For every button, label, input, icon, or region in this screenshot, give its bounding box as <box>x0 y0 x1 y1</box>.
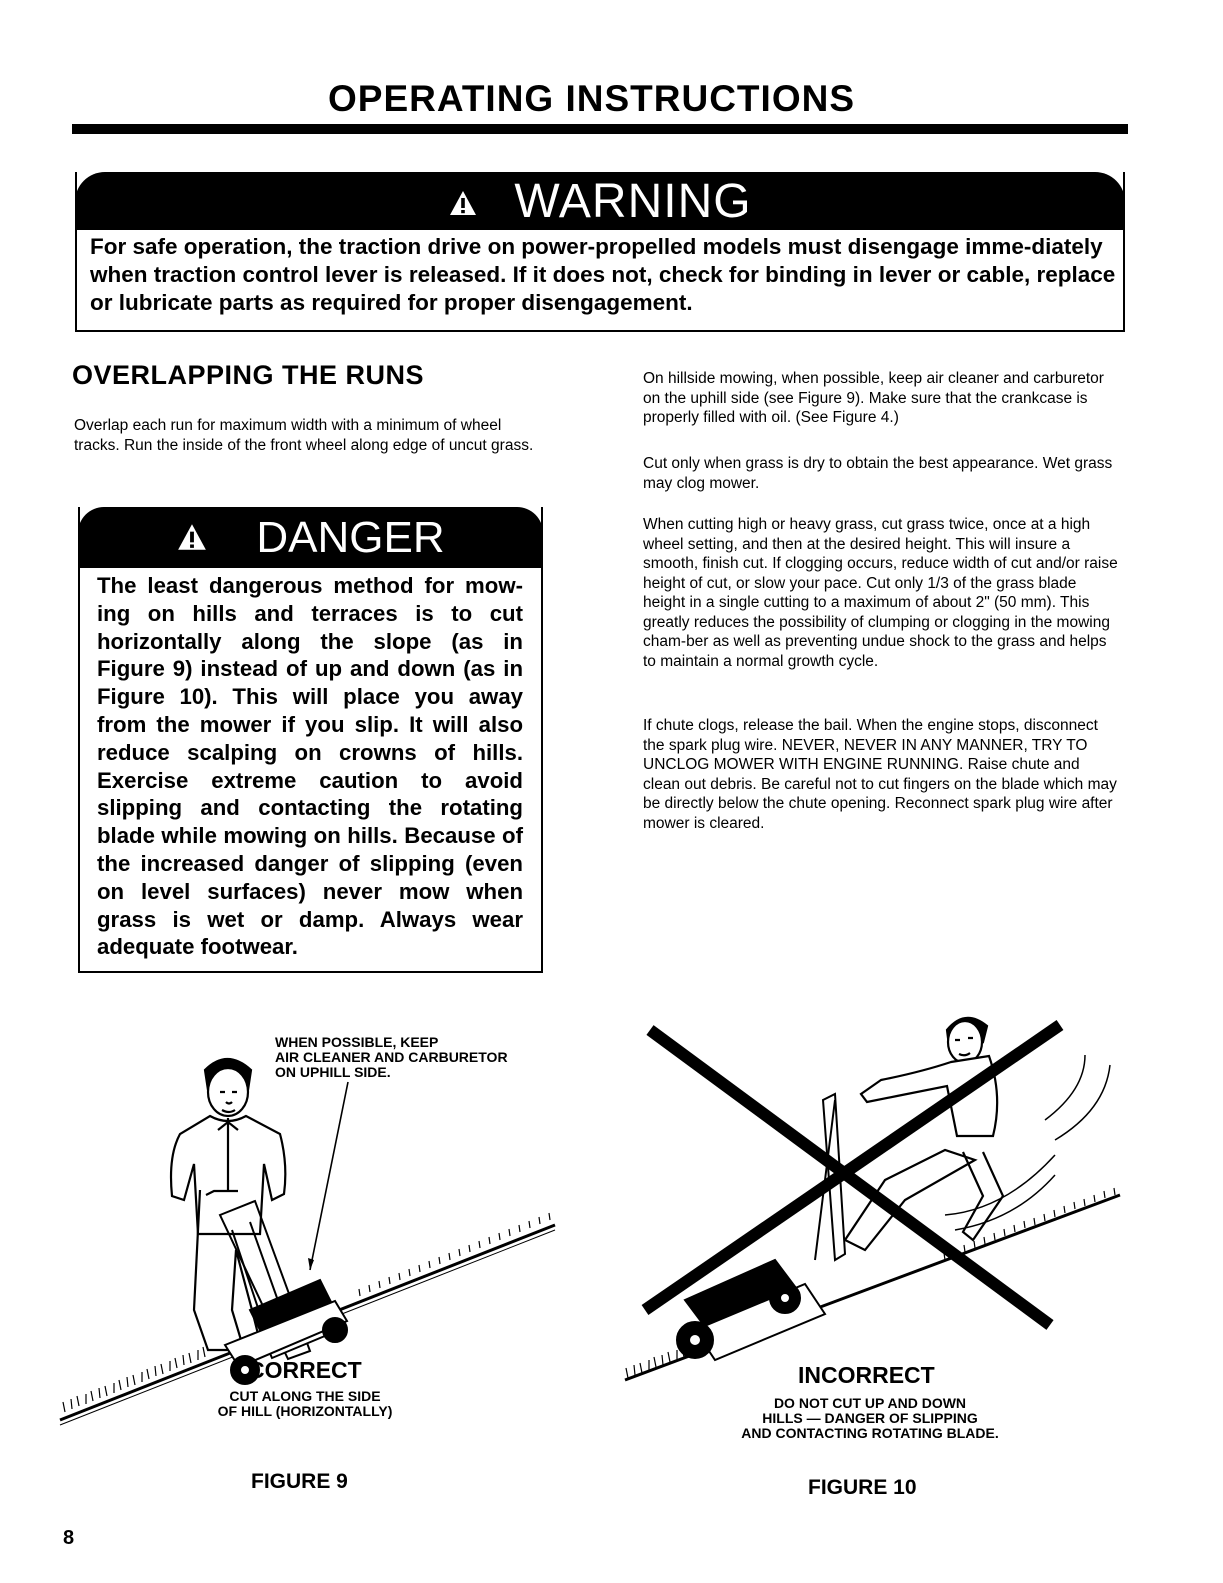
figure-9-caption <box>200 1389 410 1419</box>
section-heading: OVERLAPPING THE RUNS <box>72 360 425 390</box>
caption-line: DO NOT CUT UP AND DOWN <box>773 1395 967 1411</box>
figure-9-verdict: CORRECT <box>248 1357 362 1383</box>
figure-9-callout <box>275 1035 508 1080</box>
figure-9-label: FIGURE 9 <box>251 1470 348 1493</box>
callout-line: WHEN POSSIBLE, KEEP <box>275 1034 439 1050</box>
right-paragraph-3: When cutting high or heavy grass, cut grass twice, once at a high wheel setting, and then at the desired height. This will insure a smooth, finish cut. If clogging occurs, reduce width of cut and/or raise height of cut, or slow your pace. Cut only 1/3 of the grass blade height in a single cutting to a maximum of about 2" (50 mm). This greatly reduces the possibility of clumping or clogging in the mowing cham-ber as well as preventing undue shock to the grass and helps to maintain a normal growth cycle. <box>643 516 1118 670</box>
caption-line: HILLS — DANGER OF SLIPPING <box>762 1410 978 1426</box>
page-title: OPERATING INSTRUCTIONS <box>328 78 855 119</box>
right-paragraph-4: If chute clogs, release the bail. When the engine stops, disconnect the spark plug wire. NEVER, NEVER IN ANY MANNER, TRY TO UNCLOG MOWER WITH ENGINE RUNNING. Raise chute and clean out debris. Be careful not to cut fingers on the blade which may be directly below the chute opening. Reconnect spark plug wire after mower is cleared. <box>643 717 1117 832</box>
warning-text: For safe operation, the traction drive on power-propelled models must disengage imme-diately when traction control lever is released. If it does not, check for binding in lever or cable, replace or lubricate parts as required for proper disengagement. <box>90 234 1116 315</box>
callout-line: ON UPHILL SIDE. <box>275 1064 391 1080</box>
page-number: 8 <box>63 1527 75 1549</box>
caption-line: CUT ALONG THE SIDE <box>229 1388 381 1404</box>
danger-header <box>78 507 543 568</box>
figure-10-caption <box>700 1396 1040 1441</box>
caption-line: AND CONTACTING ROTATING BLADE. <box>741 1425 999 1441</box>
caption-line: OF HILL (HORIZONTALLY) <box>217 1403 393 1419</box>
right-paragraph-1: On hillside mowing, when possible, keep air cleaner and carburetor on the uphill side (see Figure 9). Make sure that the crankcase is properly filled with oil. (See Figure 4.) <box>643 370 1104 426</box>
figure-10-verdict: INCORRECT <box>798 1362 935 1388</box>
warning-triangle-icon <box>176 513 208 563</box>
right-paragraph-2: Cut only when grass is dry to obtain the best appearance. Wet grass may clog mower. <box>643 455 1113 492</box>
warning-header <box>75 172 1125 230</box>
danger-text: The least dangerous method for mow-ing on hills and terraces is to cut horizontally along the slope (as in Figure 9) instead of up and down (as in Figure 10). This will place you away from the mower if you slip. It will also reduce scalping on crowns of hills. Exercise extreme caution to avoid slipping and contacting the rotating blade while mowing on hills. Because of the increased danger of slipping (even on level surfaces) never mow when grass is wet or damp. Always wear adequate footwear. <box>97 573 523 960</box>
figure-10-illustration <box>625 1000 1125 1395</box>
section-intro: Overlap each run for maximum width with a minimum of wheel tracks. Run the inside of the front wheel along edge of uncut grass. <box>74 417 534 454</box>
warning-triangle-icon <box>448 174 478 229</box>
warning-title: WARNING <box>514 174 752 228</box>
figure-10-label: FIGURE 10 <box>808 1476 917 1499</box>
danger-title: DANGER <box>256 512 445 562</box>
callout-line: AIR CLEANER AND CARBURETOR <box>275 1049 508 1065</box>
title-rule <box>72 124 1128 134</box>
